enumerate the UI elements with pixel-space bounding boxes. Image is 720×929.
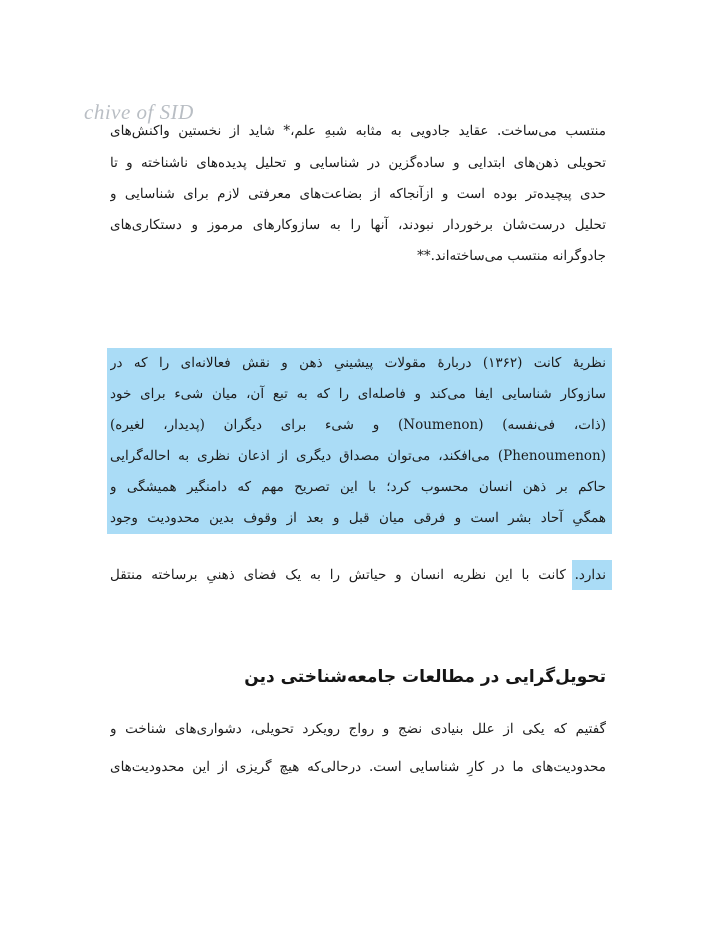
paragraph-2-line[interactable]: ندارد. کانت با این نظریه انسان و حیاتش را به یک فضای ذهنیِ برساخته منتقل bbox=[110, 567, 606, 583]
paragraph-2-line[interactable]: (Phenoumenon) می‌افکند، می‌توان مصداق دیگری از اذعان نظری به احاله‌گرایی bbox=[110, 448, 606, 464]
paragraph-2-line[interactable]: همگیِ آحاد بشر است و فرقی میان قبل و بعد از وقوف بدین محدودیت وجود bbox=[110, 510, 606, 526]
paragraph-1-line: جادوگرانه منتسب می‌ساخته‌اند.** bbox=[417, 248, 606, 264]
paragraph-3-line: گفتیم که یکی از علل بنیادی نضج و رواج رویکرد تحویلی، دشواری‌های شناخت و bbox=[110, 721, 606, 737]
paragraph-1-line: تحویلی ذهن‌های ابتدایی و ساده‌گزین در شناسایی و تحلیل پدیده‌های ناشناخته و تا bbox=[110, 155, 606, 171]
paragraph-2-line[interactable]: سازوکار شناسایی ایفا می‌کند و فاصله‌ای را که به تبع آن، میان شیء برای خود bbox=[110, 386, 606, 402]
paragraph-2-line[interactable]: نظریهٔ کانت (۱۳۶۲) دربارهٔ مقولات پیشینیِ ذهن و نقش فعالانه‌ای را که در bbox=[110, 355, 606, 371]
watermark: chive of SID bbox=[84, 100, 194, 124]
paragraph-2-line[interactable]: حاکم بر ذهن انسان محسوب کرد؛ با این تصریح مهم که دامنگیر همیشگی و bbox=[110, 479, 606, 495]
paragraph-2-line[interactable]: (ذات، فی‌نفسه) (Noumenon) و شیء برای دیگران (پدیدار، لغیره) bbox=[110, 417, 606, 433]
section-heading: تحویل‌گرایی در مطالعات جامعه‌شناختی دین bbox=[244, 667, 606, 687]
paragraph-3-line: محدودیت‌های ما در کارِ شناسایی است. درحالی‌که هیچ گریزی از این محدودیت‌های bbox=[110, 759, 606, 775]
paragraph-1-line: تحلیل درست‌شان برخوردار نبودند، آنها را به سازوکارهای مرموز و دستکاری‌های bbox=[110, 217, 606, 233]
paragraph-1-line: حدی پیچیده‌تر بوده است و ازآنجاکه از بضاعت‌های معرفتی لازم برای شناسایی و bbox=[110, 186, 606, 202]
paragraph-1-line: منتسب می‌ساخت. عقاید جادویی به مثابه شبهِ علم،* شاید از نخستین واکنش‌های bbox=[110, 123, 606, 139]
